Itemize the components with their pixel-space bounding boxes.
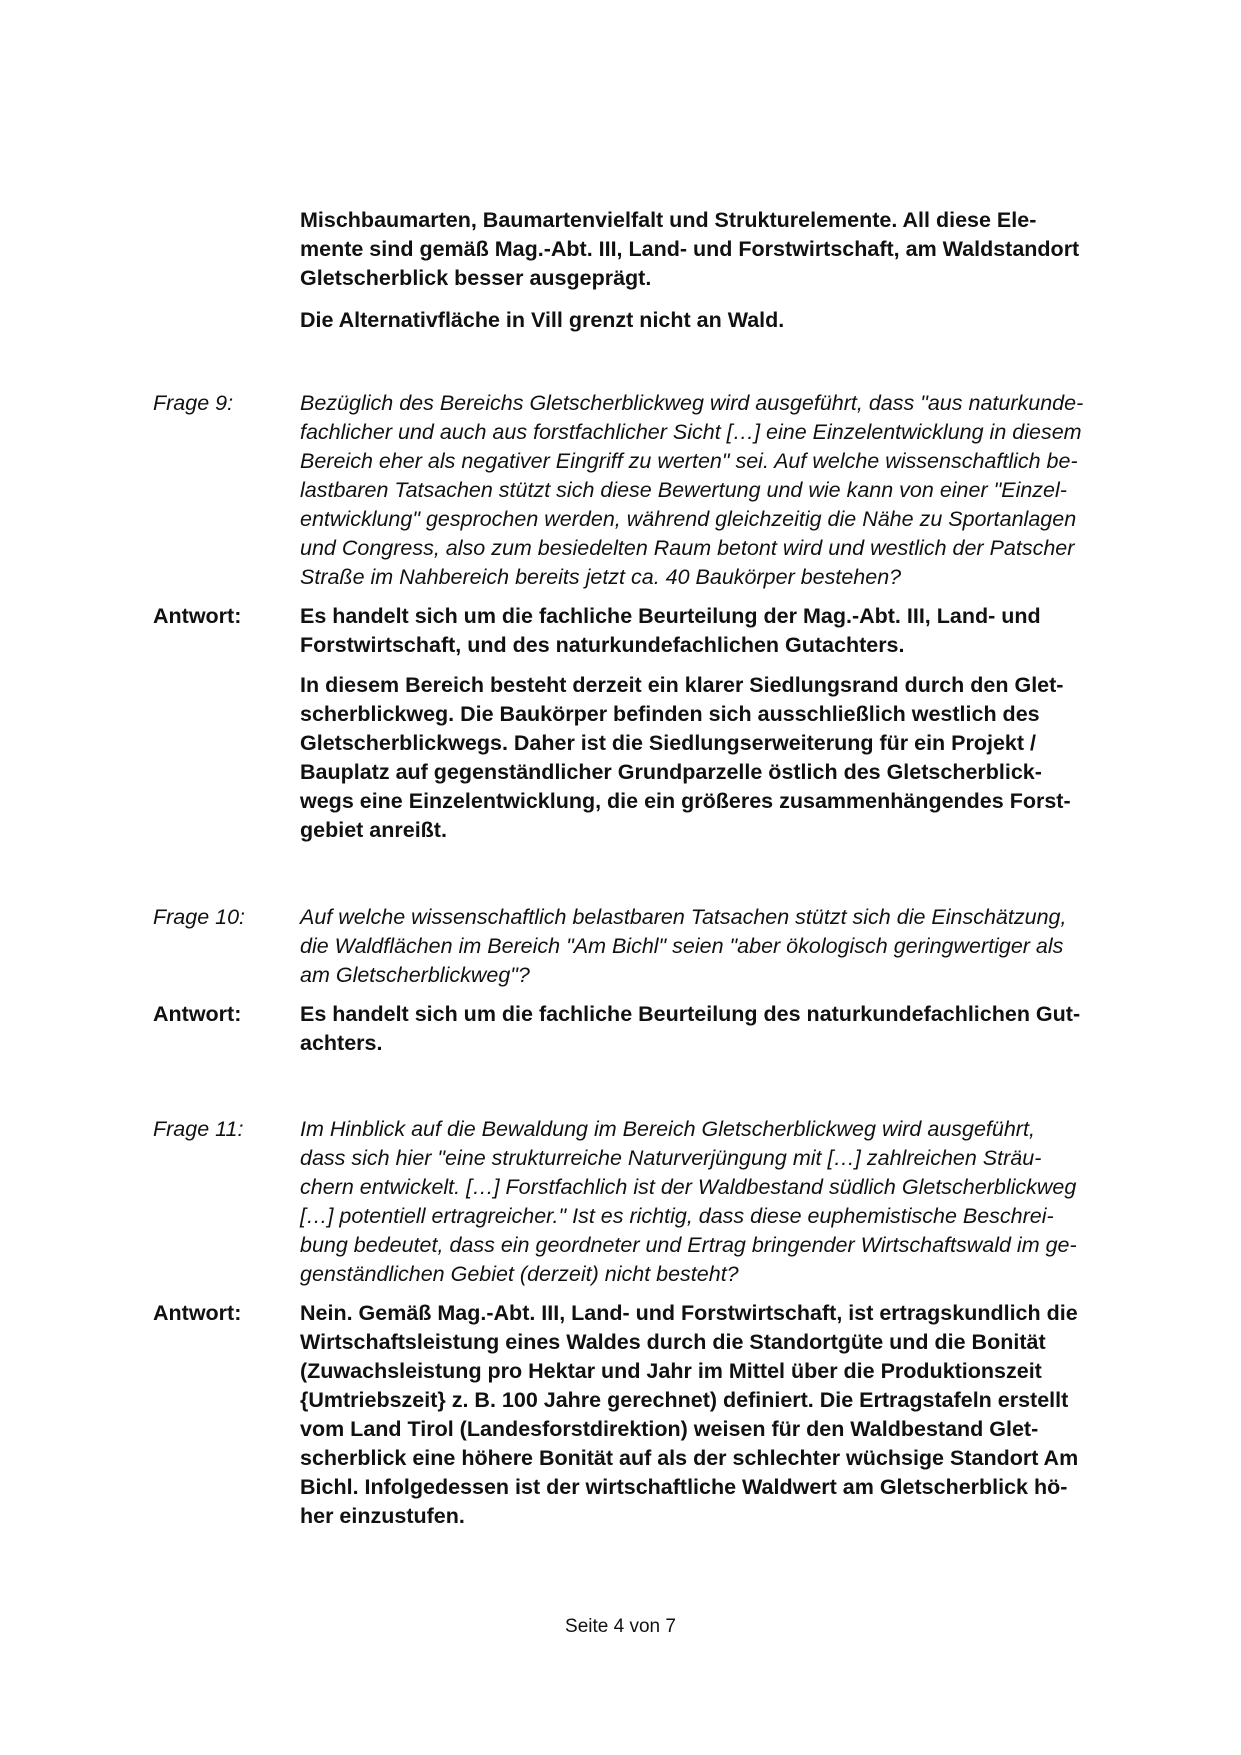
question-9-label: Frage 9: xyxy=(153,391,234,415)
answer-11-paragraph-1: Nein. Gemäß Mag.-Abt. III, Land- und Forstwirtschaft, ist ertragskundlich die Wirtschaftsleistung eines Waldes durch die Standortgüte und die Bonität (Zuwachsleistung pro Hektar und Jahr im Mittel über die Produktionszeit {Umtriebszeit} z. B. 100 Jahre gerechnet) definiert. Die Ertragstafeln erstellt vom Land Tirol (Landesforstdirektion) weisen für den Waldbestand Glet- scherblick eine höhere Bonität auf als der schlechter wüchsige Standort Am Bichl. Infolgedessen ist der wirtschaftliche Waldwert am Gletscherblick hö- her einzustufen. xyxy=(300,1301,1079,1528)
intro-paragraph-1: Mischbaumarten, Baumartenvielfalt und Strukturelemente. All diese Ele- mente sind gemäß Mag.-Abt. III, Land- und Forstwirtschaft, am Waldstandort Gletscherblick besser ausgeprägt. xyxy=(300,208,1080,290)
page-number: Seite 4 von 7 xyxy=(565,1616,676,1637)
question-11-label: Frage 11: xyxy=(153,1117,244,1141)
intro-paragraph-2: Die Alternativfläche in Vill grenzt nicht an Wald. xyxy=(300,308,785,332)
question-11-text: Im Hinblick auf die Bewaldung im Bereich Gletscherblickweg wird ausgeführt, dass sich hier "eine strukturreiche Naturverjüngung mit […] zahlreichen Sträu- chern entwickelt. […] Forstfachlich ist der Waldbestand südlich Gletscherblickweg […] potentiell ertragreicher." Ist es richtig, dass diese euphemistische Beschrei- bung bedeutet, dass ein geordneter und Ertrag bringender Wirtschaftswald im ge- genständlichen Gebiet (derzeit) nicht besteht? xyxy=(300,1117,1077,1286)
question-10-label: Frage 10: xyxy=(153,905,246,929)
question-9-text: Bezüglich des Bereichs Gletscherblickweg wird ausgeführt, dass "aus naturkunde- fachlicher und auch aus forstfachlicher Sicht […] eine Einzelentwicklung in diesem Bereich eher als negativer Eingriff zu werten" sei. Auf welche wissenschaftlich be- lastbaren Tatsachen stützt sich diese Bewertung und wie kann von einer "Einzel- entwicklung" gesprochen werden, während gleichzeitig die Nähe zu Sportanlagen und Congress, also zum besiedelten Raum betont wird und westlich der Patscher Straße im Nahbereich bereits jetzt ca. 40 Baukörper bestehen? xyxy=(300,391,1084,589)
answer-11-label: Antwort: xyxy=(153,1301,242,1325)
answer-9-paragraph-1: Es handelt sich um die fachliche Beurteilung der Mag.-Abt. III, Land- und Forstwirtschaft, und des naturkundefachlichen Gutachters. xyxy=(300,604,1041,657)
answer-9-label: Antwort: xyxy=(153,604,242,628)
answer-10-paragraph-1: Es handelt sich um die fachliche Beurteilung des naturkundefachlichen Gut- achters. xyxy=(300,1002,1081,1055)
answer-10-label: Antwort: xyxy=(153,1002,242,1026)
question-10-text: Auf welche wissenschaftlich belastbaren Tatsachen stützt sich die Einschätzung, die Waldflächen im Bereich "Am Bichl" seien "aber ökologisch geringwertiger als am Gletscherblickweg"? xyxy=(300,905,1067,987)
answer-9-paragraph-2: In diesem Bereich besteht derzeit ein klarer Siedlungsrand durch den Glet- scherblickweg. Die Baukörper befinden sich ausschließlich westlich des Gletscherblickwegs. Daher ist die Siedlungserweiterung für ein Projekt / Bauplatz auf gegenständlicher Grundparzelle östlich des Gletscherblick- wegs eine Einzelentwicklung, die ein größeres zusammenhängendes Forst- gebiet anreißt. xyxy=(300,673,1071,842)
